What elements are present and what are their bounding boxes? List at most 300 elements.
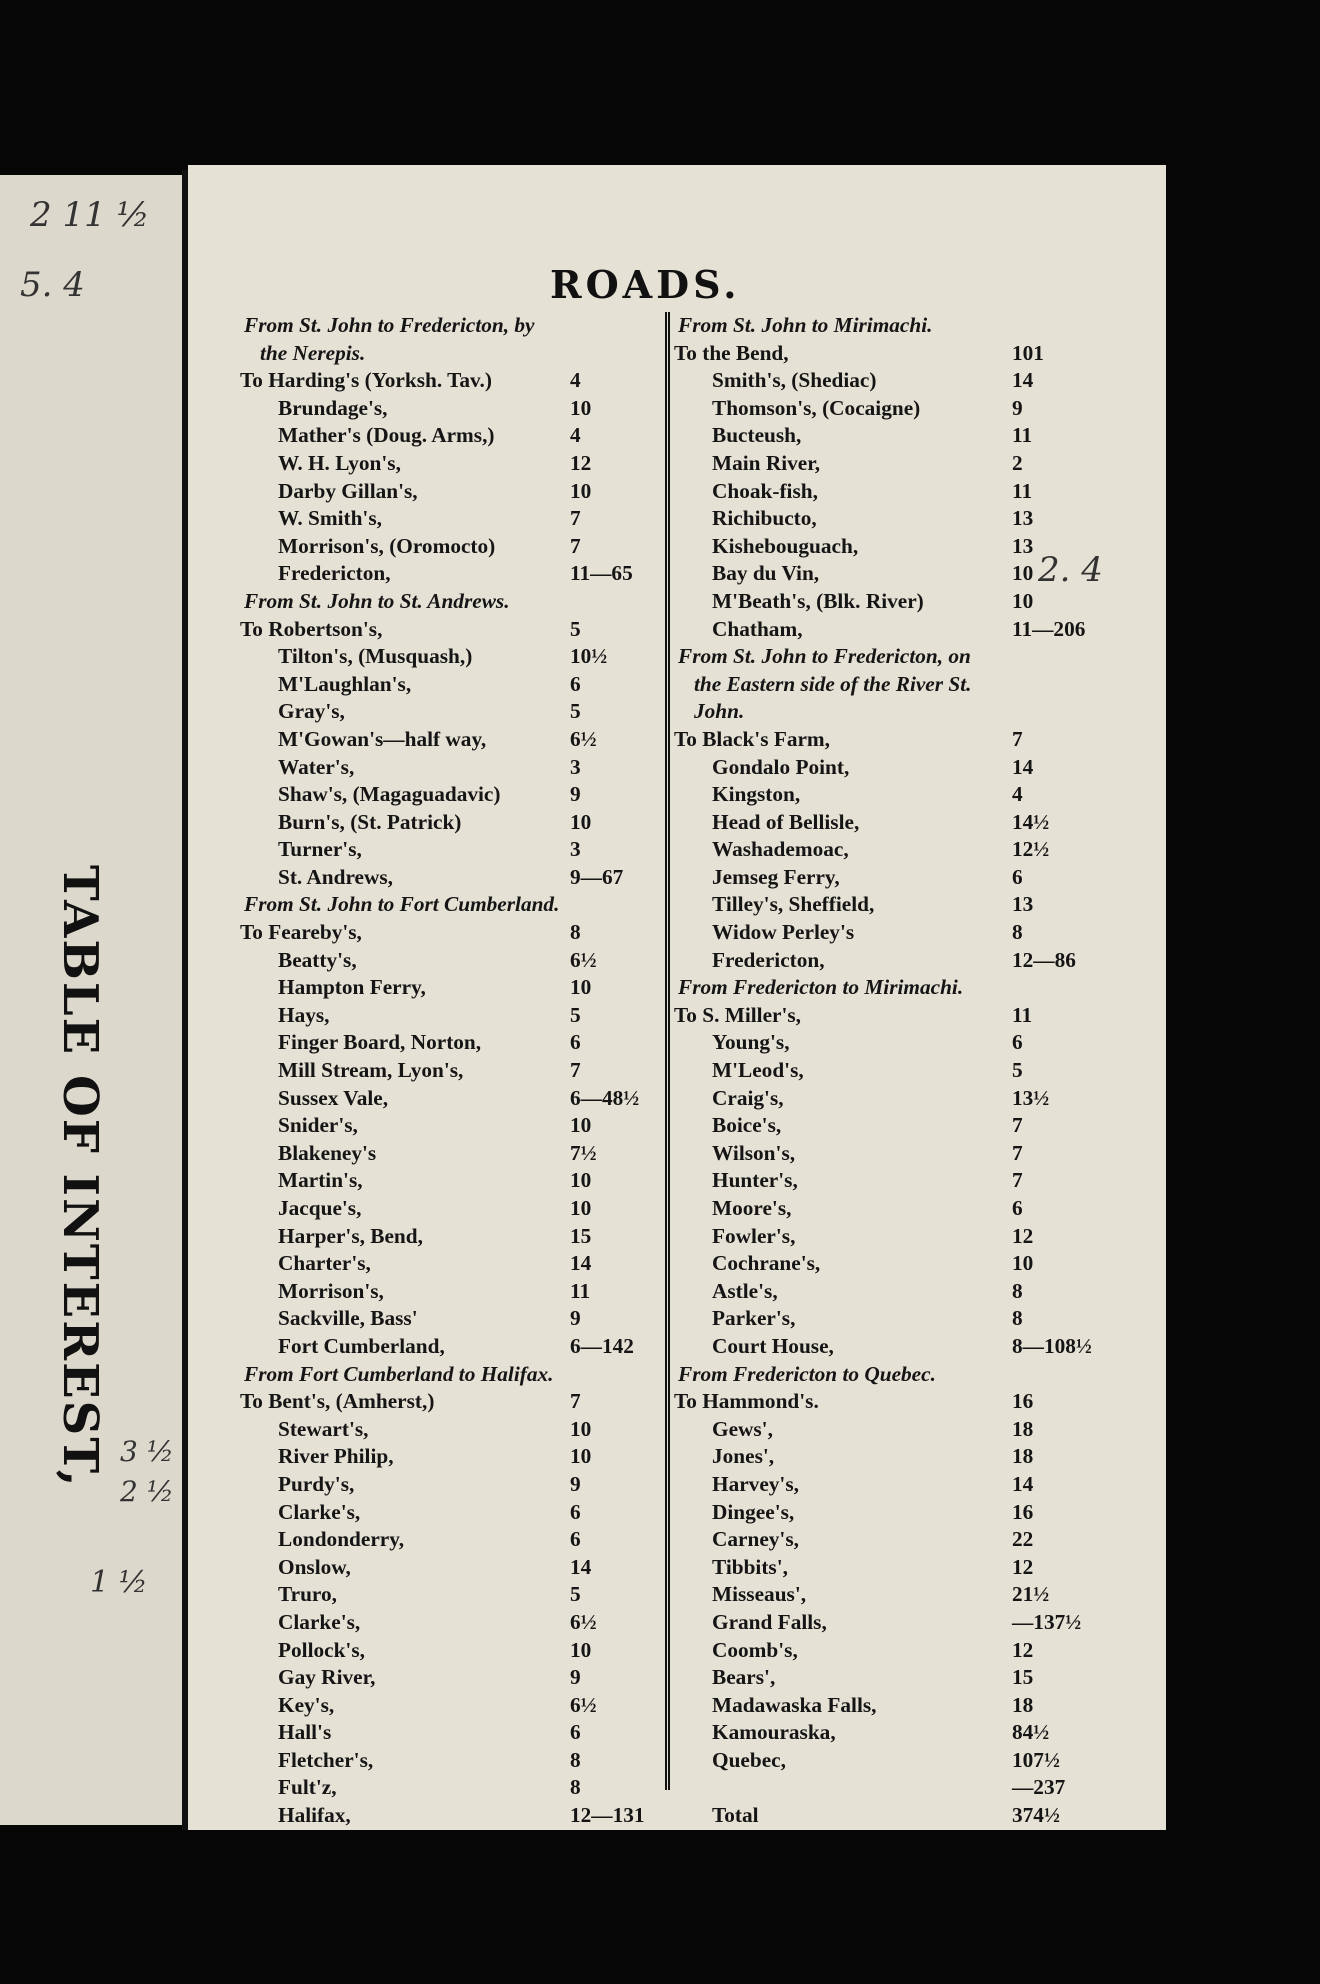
stage-row <box>240 1333 660 1361</box>
stage-distance: 101 <box>1012 340 1044 365</box>
stage-row <box>240 726 660 754</box>
stage-row <box>674 395 1102 423</box>
stage-distance: 7½ <box>570 1140 597 1165</box>
route-heading <box>674 698 1102 726</box>
stage-distance: 9 <box>570 782 581 807</box>
route-heading <box>674 1361 1102 1389</box>
stage-row <box>240 1085 660 1113</box>
stage-distance: 10½ <box>570 644 608 669</box>
stage-distance: 4 <box>570 368 581 393</box>
stage-name: Purdy's, <box>278 1471 355 1496</box>
stage-name: Fletcher's, <box>278 1747 374 1772</box>
left-column <box>240 312 660 1830</box>
stage-row <box>240 643 660 671</box>
stage-row <box>240 1195 660 1223</box>
stage-distance: 2 <box>1012 450 1023 475</box>
stage-distance: 10 <box>570 1196 592 1220</box>
stage-name: Richibucto, <box>712 506 817 531</box>
stage-row <box>240 947 660 975</box>
stage-distance: 8—108½ <box>1012 1333 1092 1358</box>
stage-name: To Feareby's, <box>240 920 362 945</box>
stage-distance: 13 <box>1012 506 1034 531</box>
margin-note: 5. 4 <box>20 265 85 305</box>
route-heading-text: From St. John to St. Andrews. <box>244 588 510 613</box>
stage-name: River Philip, <box>278 1444 394 1469</box>
stage-row <box>674 422 1102 450</box>
stage-distance: 6 <box>1012 864 1023 889</box>
page-title: ROADS. <box>550 262 741 307</box>
stage-name: Tilton's, (Musquash,) <box>278 644 473 669</box>
stage-row <box>674 588 1102 616</box>
stage-name: Astle's, <box>712 1278 778 1303</box>
stage-row <box>674 1554 1102 1582</box>
stage-distance: 5 <box>570 1002 581 1027</box>
stage-distance: 10 <box>1012 561 1034 586</box>
stage-distance: 10 <box>1012 1251 1034 1276</box>
stage-distance: 4 <box>1012 782 1023 807</box>
stage-distance: 10 <box>570 1444 592 1469</box>
stage-row <box>240 616 660 644</box>
stage-distance: 10 <box>570 1637 592 1662</box>
stage-distance: 6—142 <box>570 1333 634 1358</box>
stage-distance: 14 <box>1012 1471 1034 1496</box>
stage-name: Martin's, <box>278 1168 363 1193</box>
stage-name: Dingee's, <box>712 1499 795 1524</box>
route-heading-text: the Eastern side of the River St. <box>694 671 972 696</box>
stage-name: To Black's Farm, <box>674 726 830 751</box>
stage-distance: 7 <box>570 506 581 531</box>
stage-name: Gay River, <box>278 1665 376 1690</box>
margin-note: 2. 4 <box>1038 550 1103 590</box>
stage-row <box>240 1637 660 1665</box>
stage-row <box>240 1554 660 1582</box>
stage-row <box>240 560 660 588</box>
stage-name: Water's, <box>278 754 355 779</box>
stage-distance: 9—67 <box>570 864 624 889</box>
stage-name: To Hammond's. <box>674 1389 819 1414</box>
stage-row <box>240 1416 660 1444</box>
stage-distance: 11 <box>570 1278 591 1303</box>
stage-distance: 16 <box>1012 1389 1034 1414</box>
stage-distance: 15 <box>570 1223 592 1248</box>
stage-name: Shaw's, (Magaguadavic) <box>278 782 501 807</box>
stage-row <box>674 864 1102 892</box>
stage-distance: 9 <box>1012 395 1023 420</box>
stage-row <box>240 974 660 1002</box>
stage-row <box>674 1140 1102 1168</box>
stage-distance: 8 <box>570 1747 581 1772</box>
stage-row <box>240 1223 660 1251</box>
stage-row <box>240 1609 660 1637</box>
route-heading-text: From Fort Cumberland to Halifax. <box>244 1361 554 1386</box>
stage-name: Beatty's, <box>278 947 357 972</box>
stage-name: Fult'z, <box>278 1775 337 1800</box>
stage-name: Sussex Vale, <box>278 1085 389 1110</box>
stage-name: Finger Board, Norton, <box>278 1030 482 1055</box>
stage-name: To Bent's, (Amherst,) <box>240 1389 435 1414</box>
stage-distance: 16 <box>1012 1499 1034 1524</box>
stage-distance: 14 <box>570 1251 592 1276</box>
stage-distance: 12—86 <box>1012 947 1076 972</box>
stage-name: Morrison's, (Oromocto) <box>278 533 496 558</box>
stage-row <box>240 1443 660 1471</box>
route-heading-text: the Nerepis. <box>260 340 366 365</box>
stage-name: Harper's, Bend, <box>278 1223 423 1248</box>
stage-distance: 6 <box>570 1720 581 1745</box>
stage-row <box>240 505 660 533</box>
stage-name: Bucteush, <box>712 423 802 448</box>
stage-distance: 18 <box>1012 1444 1034 1469</box>
stage-row <box>674 450 1102 478</box>
stage-name: Clarke's, <box>278 1609 361 1634</box>
stage-name: To Robertson's, <box>240 616 383 641</box>
stage-distance: 7 <box>1012 1140 1023 1165</box>
stage-distance: 18 <box>1012 1692 1034 1717</box>
column-divider <box>665 312 670 1790</box>
stage-row <box>240 395 660 423</box>
stage-distance: 9 <box>570 1471 581 1496</box>
stage-name: Hays, <box>278 1002 330 1027</box>
stage-row <box>674 616 1102 644</box>
stage-distance: 6½ <box>570 726 597 751</box>
stage-row <box>240 478 660 506</box>
stage-name: Jones', <box>712 1444 775 1469</box>
stage-row <box>240 1774 660 1802</box>
margin-note: 2 11 ½ <box>30 195 150 235</box>
stage-distance: 22 <box>1012 1527 1034 1552</box>
stage-name: Smith's, (Shediac) <box>712 368 877 393</box>
stage-distance: 7 <box>570 533 581 558</box>
stage-distance: 7 <box>1012 726 1023 751</box>
stage-distance: 13 <box>1012 892 1034 917</box>
stage-name: Young's, <box>712 1030 790 1055</box>
stage-name: Head of Bellisle, <box>712 809 860 834</box>
stage-row <box>240 698 660 726</box>
stage-name: Gondalo Point, <box>712 754 850 779</box>
stage-distance: 7 <box>1012 1168 1023 1193</box>
stage-row <box>674 367 1102 395</box>
margin-note: 3 ½ <box>120 1435 174 1468</box>
adjacent-page-strip <box>0 175 182 1825</box>
route-heading <box>240 312 660 340</box>
stage-row <box>674 781 1102 809</box>
stage-name: Key's, <box>278 1692 335 1717</box>
route-heading-text: From Fredericton to Mirimachi. <box>678 975 964 1000</box>
stage-row <box>240 1305 660 1333</box>
stage-row <box>240 1692 660 1720</box>
stage-row <box>674 533 1102 561</box>
route-heading <box>240 340 660 368</box>
stage-name: Stewart's, <box>278 1416 369 1441</box>
stage-name: St. Andrews, <box>278 864 393 889</box>
stage-row <box>674 478 1102 506</box>
stage-row <box>240 1167 660 1195</box>
stage-distance: 6 <box>570 1499 581 1524</box>
stage-row <box>674 1250 1102 1278</box>
stage-distance: 84½ <box>1012 1720 1050 1745</box>
total-row <box>674 1802 1102 1830</box>
stage-distance: 5 <box>570 1582 581 1607</box>
stage-name: Widow Perley's <box>712 920 855 945</box>
stage-row <box>674 1416 1102 1444</box>
stage-name: Thomson's, (Cocaigne) <box>712 395 921 420</box>
stage-name: Charter's, <box>278 1251 371 1276</box>
stage-name: Morrison's, <box>278 1278 384 1303</box>
stage-row <box>674 754 1102 782</box>
stage-distance: 3 <box>570 754 581 779</box>
route-heading-text: From St. John to Mirimachi. <box>678 313 933 337</box>
stage-name: Parker's, <box>712 1306 796 1331</box>
stage-distance: 12 <box>1012 1223 1034 1248</box>
stage-name: Pollock's, <box>278 1637 365 1662</box>
stage-name: Clarke's, <box>278 1499 361 1524</box>
stage-row <box>240 836 660 864</box>
stage-name: Court House, <box>712 1333 834 1358</box>
stage-row <box>240 533 660 561</box>
stage-row <box>240 450 660 478</box>
stage-row <box>240 1140 660 1168</box>
stage-row <box>240 754 660 782</box>
stage-name: Burn's, (St. Patrick) <box>278 809 462 834</box>
stage-distance: 14½ <box>1012 809 1050 834</box>
stage-distance: 10 <box>570 1113 592 1138</box>
stage-name: Main River, <box>712 450 821 475</box>
stage-distance: 374½ <box>1012 1803 1060 1828</box>
stage-name: Total <box>712 1803 759 1828</box>
stage-distance: 14 <box>570 1554 592 1579</box>
stage-distance: 21½ <box>1012 1582 1050 1607</box>
stage-distance: 11 <box>1012 478 1033 503</box>
stage-row <box>240 422 660 450</box>
stage-name: Bay du Vin, <box>712 561 820 586</box>
stage-row <box>674 1223 1102 1251</box>
stage-distance: 11 <box>1012 1002 1033 1027</box>
stage-row <box>240 367 660 395</box>
stage-row <box>674 1719 1102 1747</box>
stage-distance: 8 <box>570 920 581 945</box>
stage-name: Choak-fish, <box>712 478 818 503</box>
stage-row <box>240 1029 660 1057</box>
stage-distance: 12 <box>1012 1554 1034 1579</box>
stage-name: Harvey's, <box>712 1471 799 1496</box>
stage-row <box>240 1499 660 1527</box>
stage-row <box>674 1774 1102 1802</box>
route-heading <box>240 1361 660 1389</box>
stage-distance: 6½ <box>570 1692 597 1717</box>
stage-name: Onslow, <box>278 1554 351 1579</box>
stage-row <box>674 1388 1102 1416</box>
stage-distance: 12½ <box>1012 837 1050 862</box>
stage-name: Kishebouguach, <box>712 533 859 558</box>
stage-name: Truro, <box>278 1582 337 1607</box>
stage-distance: 14 <box>1012 368 1034 393</box>
stage-name: Kamouraska, <box>712 1720 836 1745</box>
stage-row <box>674 1195 1102 1223</box>
stage-row <box>240 781 660 809</box>
stage-distance: 11—65 <box>570 561 633 586</box>
stage-name: Kingston, <box>712 782 801 807</box>
stage-row <box>674 1443 1102 1471</box>
stage-distance: 10 <box>570 975 592 1000</box>
stage-row <box>674 1305 1102 1333</box>
stage-name: Carney's, <box>712 1527 799 1552</box>
stage-distance: 4 <box>570 423 581 448</box>
stage-distance: 107½ <box>1012 1747 1060 1772</box>
stage-row <box>674 1085 1102 1113</box>
stage-distance: 9 <box>570 1665 581 1690</box>
stage-row <box>240 809 660 837</box>
stage-distance: 6 <box>1012 1196 1023 1220</box>
stage-row <box>240 1664 660 1692</box>
stage-name: W. H. Lyon's, <box>278 450 401 475</box>
stage-name: To the Bend, <box>674 340 789 365</box>
stage-row <box>674 891 1102 919</box>
stage-name: Washademoac, <box>712 837 849 862</box>
stage-name: Madawaska Falls, <box>712 1692 877 1717</box>
stage-row <box>674 1278 1102 1306</box>
stage-row <box>240 1388 660 1416</box>
stage-distance: —137½ <box>1012 1609 1082 1634</box>
stage-distance: 10 <box>570 478 592 503</box>
stage-name: Tilley's, Sheffield, <box>712 892 875 917</box>
stage-row <box>674 1526 1102 1554</box>
right-column <box>674 312 1102 1830</box>
route-heading-text: John. <box>694 699 745 724</box>
stage-name: Cochrane's, <box>712 1251 821 1276</box>
stage-name: Londonderry, <box>278 1527 405 1552</box>
stage-name: Quebec, <box>712 1747 786 1772</box>
stage-name: W. Smith's, <box>278 506 382 531</box>
stage-row <box>674 1664 1102 1692</box>
stage-distance: 6 <box>1012 1030 1023 1055</box>
stage-name: Jemseg Ferry, <box>712 864 840 889</box>
stage-row <box>240 1002 660 1030</box>
stage-row <box>240 1719 660 1747</box>
stage-row <box>240 1471 660 1499</box>
stage-distance: 10 <box>570 1168 592 1193</box>
stage-name: M'Gowan's—half way, <box>278 726 487 751</box>
stage-name: Gray's, <box>278 699 345 724</box>
stage-distance: 6 <box>570 1030 581 1055</box>
stage-name: Boice's, <box>712 1113 782 1138</box>
stage-distance: 12—131 <box>570 1803 645 1828</box>
stage-row <box>240 671 660 699</box>
stage-row <box>674 560 1102 588</box>
stage-name: Brundage's, <box>278 395 388 420</box>
stage-name: Fredericton, <box>278 561 391 586</box>
stage-row <box>674 1029 1102 1057</box>
margin-note: 2 ½ <box>120 1475 174 1508</box>
stage-name: Wilson's, <box>712 1140 796 1165</box>
stage-row <box>674 1581 1102 1609</box>
stage-row <box>674 809 1102 837</box>
stage-distance: 6 <box>570 671 581 696</box>
stage-name: Fort Cumberland, <box>278 1333 445 1358</box>
stage-name: Mill Stream, Lyon's, <box>278 1058 464 1083</box>
stage-name: Jacque's, <box>278 1196 362 1220</box>
stage-name: Gews', <box>712 1416 773 1441</box>
margin-note: 1 ½ <box>90 1565 148 1600</box>
stage-distance: 18 <box>1012 1416 1034 1441</box>
stage-name: Bears', <box>712 1665 776 1690</box>
stage-row <box>674 1002 1102 1030</box>
stage-distance: 8 <box>1012 1306 1023 1331</box>
stage-name: Fowler's, <box>712 1223 796 1248</box>
stage-row <box>240 1802 660 1830</box>
stage-row <box>674 1609 1102 1637</box>
stage-row <box>240 1112 660 1140</box>
stage-distance: 8 <box>1012 920 1023 945</box>
stage-distance: 10 <box>1012 588 1034 613</box>
stage-distance: 10 <box>570 1416 592 1441</box>
stage-distance: 3 <box>570 837 581 862</box>
stage-row <box>674 919 1102 947</box>
stage-distance: 11—206 <box>1012 616 1086 641</box>
stage-name: Turner's, <box>278 837 362 862</box>
stage-row <box>240 1581 660 1609</box>
route-heading <box>240 588 660 616</box>
stage-distance: 6 <box>570 1527 581 1552</box>
stage-row <box>674 1637 1102 1665</box>
stage-name: Coomb's, <box>712 1637 798 1662</box>
stage-row <box>240 1747 660 1775</box>
route-heading <box>674 643 1102 671</box>
stage-row <box>240 1278 660 1306</box>
route-heading-text: From St. John to Fredericton, by <box>244 313 535 337</box>
stage-row <box>240 919 660 947</box>
stage-name: Snider's, <box>278 1113 358 1138</box>
stage-distance: 9 <box>570 1306 581 1331</box>
stage-distance: —237 <box>1012 1775 1066 1800</box>
stage-name: M'Beath's, (Blk. River) <box>712 588 924 613</box>
stage-name: M'Laughlan's, <box>278 671 412 696</box>
route-heading-text: From St. John to Fredericton, on <box>678 644 971 669</box>
stage-row <box>240 1057 660 1085</box>
stage-distance: 5 <box>570 616 581 641</box>
stage-distance: 6—48½ <box>570 1085 640 1110</box>
route-heading <box>674 312 1102 340</box>
stage-name: Craig's, <box>712 1085 784 1110</box>
stage-name: Moore's, <box>712 1196 792 1220</box>
stage-distance: 5 <box>1012 1058 1023 1083</box>
stage-name: To S. Miller's, <box>674 1002 802 1027</box>
stage-distance: 14 <box>1012 754 1034 779</box>
stage-row <box>674 1333 1102 1361</box>
stage-name: To Harding's (Yorksh. Tav.) <box>240 368 492 393</box>
stage-distance: 7 <box>570 1389 581 1414</box>
stage-name: Darby Gillan's, <box>278 478 418 503</box>
stage-row <box>674 505 1102 533</box>
stage-distance: 11 <box>1012 423 1033 448</box>
route-heading <box>674 974 1102 1002</box>
stage-distance: 10 <box>570 809 592 834</box>
route-heading-text: From St. John to Fort Cumberland. <box>244 892 560 917</box>
stage-distance: 10 <box>570 395 592 420</box>
stage-name: Blakeney's <box>278 1140 377 1165</box>
stage-row <box>240 864 660 892</box>
stage-distance: 13½ <box>1012 1085 1050 1110</box>
stage-row <box>240 1250 660 1278</box>
stage-name: Hampton Ferry, <box>278 975 426 1000</box>
stage-distance: 8 <box>570 1775 581 1800</box>
route-heading <box>240 891 660 919</box>
stage-row <box>674 1471 1102 1499</box>
stage-name: Tibbits', <box>712 1554 788 1579</box>
stage-distance: 6½ <box>570 947 597 972</box>
stage-name: Mather's (Doug. Arms,) <box>278 423 495 448</box>
stage-name: M'Leod's, <box>712 1058 804 1083</box>
stage-distance: 7 <box>1012 1113 1023 1138</box>
